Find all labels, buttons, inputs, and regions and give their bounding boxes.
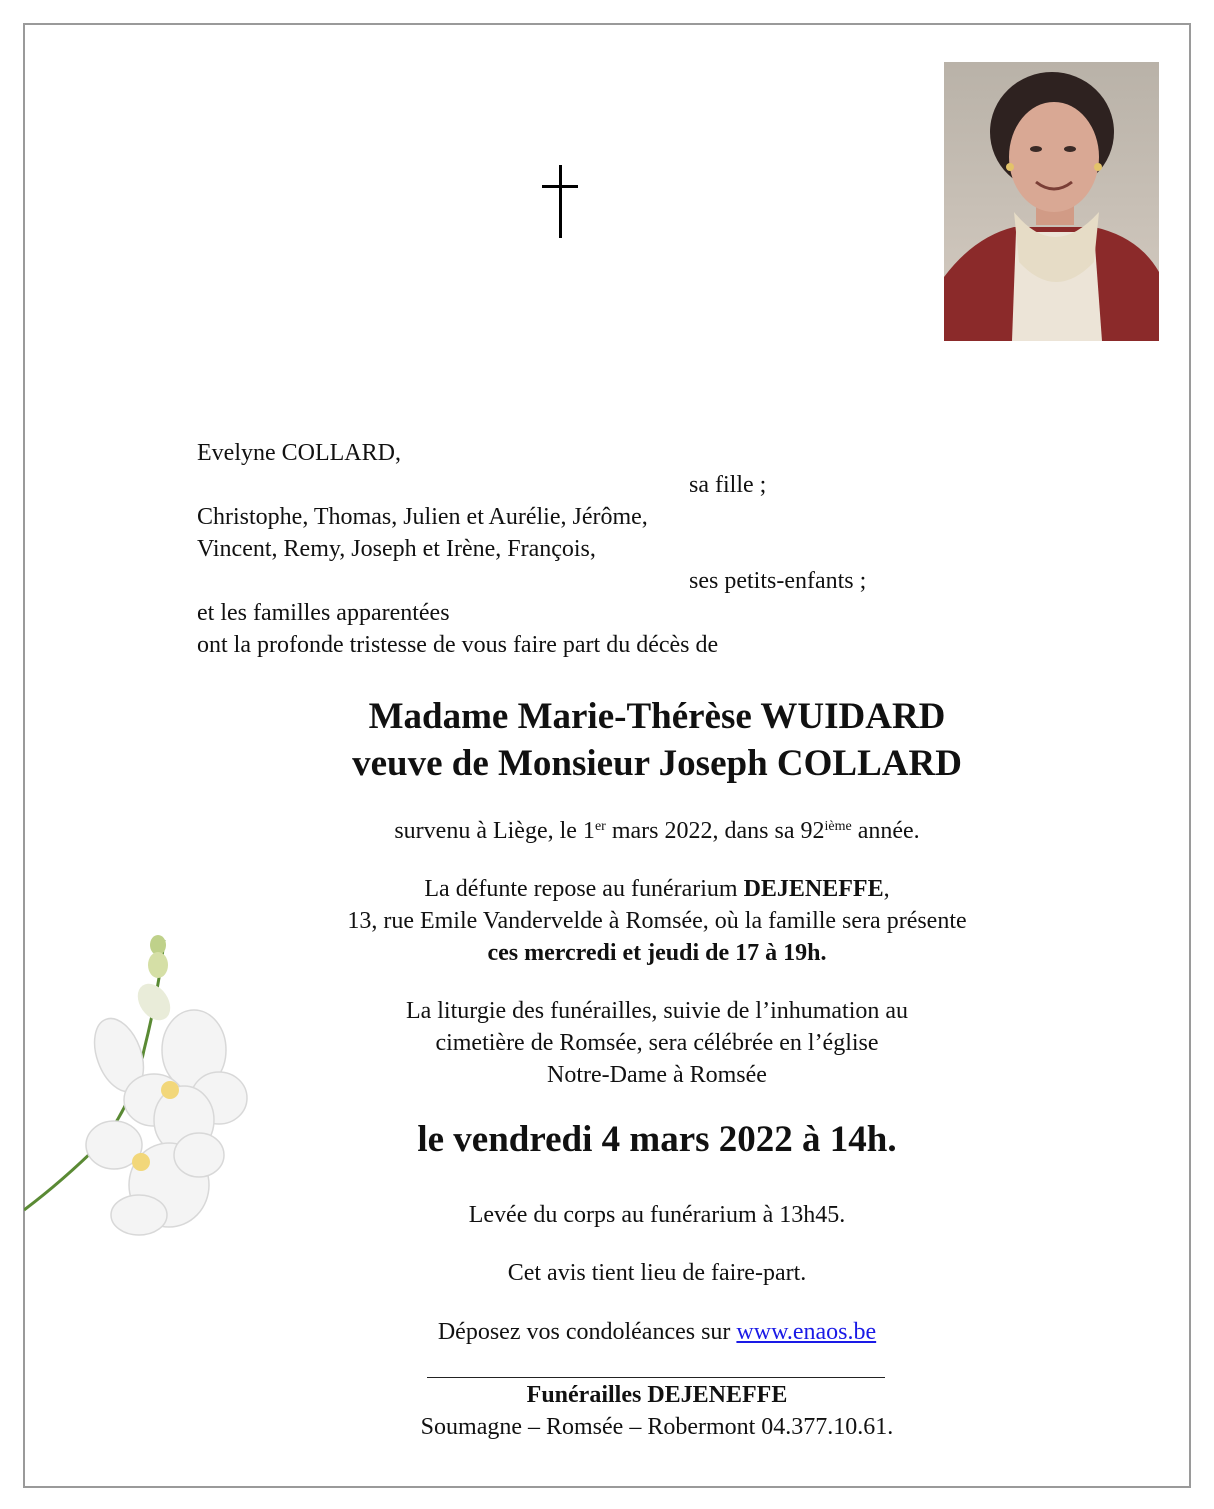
family-line-grandchildren-1: Christophe, Thomas, Julien et Aurélie, Jérôme, bbox=[197, 504, 648, 530]
family-line-announcement: ont la profonde tristesse de vous faire part du décès de bbox=[197, 632, 719, 658]
footer-company: Funérailles DEJENEFFE bbox=[526, 1382, 788, 1408]
family-line-relatives: et les familles apparentées bbox=[197, 600, 450, 626]
ceremony-date: le vendredi 4 mars 2022 à 14h. bbox=[417, 1119, 897, 1160]
family-line-grandchildren-2: Vincent, Remy, Joseph et Irène, François, bbox=[197, 536, 596, 562]
funerarium-line-1: La défunte repose au funérarium DEJENEFFE, bbox=[424, 876, 890, 902]
cross-icon bbox=[540, 163, 580, 239]
footer-locations: Soumagne – Romsée – Robermont 04.377.10.61. bbox=[420, 1414, 894, 1440]
deceased-widow-of: veuve de Monsieur Joseph COLLARD bbox=[352, 743, 962, 784]
footer-divider bbox=[427, 1377, 885, 1378]
condolences-link[interactable]: www.enaos.be bbox=[736, 1319, 877, 1345]
funerarium-address: 13, rue Emile Vandervelde à Romsée, où la famille sera présente bbox=[347, 908, 967, 934]
levee-info: Levée du corps au funérarium à 13h45. bbox=[468, 1202, 846, 1228]
liturgy-line-3: Notre-Dame à Romsée bbox=[547, 1062, 767, 1088]
funerarium-hours: ces mercredi et jeudi de 17 à 19h. bbox=[487, 940, 827, 966]
portrait-photo bbox=[944, 62, 1159, 341]
family-line-daughter-name: Evelyne COLLARD, bbox=[197, 440, 401, 466]
notice-text: Cet avis tient lieu de faire-part. bbox=[507, 1260, 807, 1286]
family-line-daughter-role: sa fille ; bbox=[689, 472, 767, 498]
liturgy-line-2: cimetière de Romsée, sera célébrée en l’église bbox=[435, 1030, 879, 1056]
deceased-name: Madame Marie-Thérèse WUIDARD bbox=[368, 696, 946, 737]
death-info: survenu à Liège, le 1er mars 2022, dans sa 92ième année. bbox=[394, 818, 920, 844]
family-line-grandchildren-role: ses petits-enfants ; bbox=[689, 568, 867, 594]
condolences-line: Déposez vos condoléances sur www.enaos.be bbox=[437, 1319, 877, 1345]
liturgy-line-1: La liturgie des funérailles, suivie de l’inhumation au bbox=[405, 998, 909, 1024]
